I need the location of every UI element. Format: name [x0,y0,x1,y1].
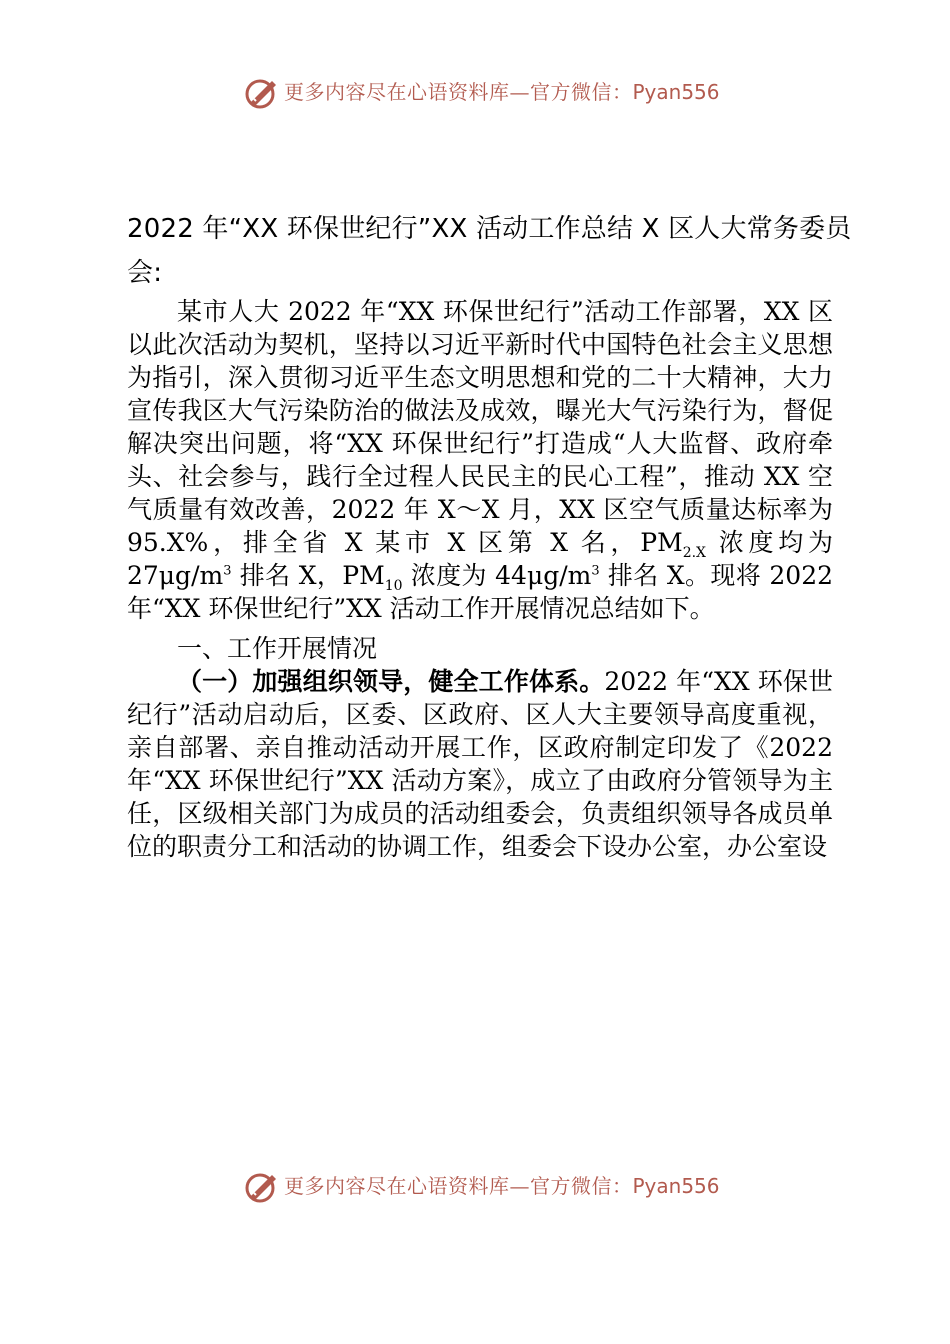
paragraph-organization: （一）加强组织领导，健全工作体系。2022 年“XX 环保世纪行”活动启动后，区委、区政府、区人大主要领导高度重视，亲自部署、亲自推动活动开展工作，区政府制定印发了《2022 年“XX 环保世纪行”XX 活动方案》，成立了由政府分管领导为主任，区级相关部门为成员的活动组委会，负责组织领导各成员单位的职责分工和活动的协调工作，组委会下设办公室，办公室设 [127,667,833,861]
paragraph-intro: 某市人大 2022 年“XX 环保世纪行”活动工作部署，XX 区以此次活动为契机，坚持以习近平新时代中国特色社会主义思想为指引，深入贯彻习近平生态文明思想和党的二十大精神，大力宣传我区大气污染防治的做法及成效，曝光大气污染行为，督促解决突出问题，将“XX 环保世纪行”打造成“人大监督、政府牵头、社会参与，践行全过程人民民主的民心工程”，推动 XX 空气质量有效改善，2022 年 X～X 月，XX 区空气质量达标率为 95.X%，排全省 X 某市 X 区第 X 名，$PM_{2.X}$ 浓度均为 $27\mu g/m^3$ 排名 X，$PM_{10}$ 浓度为 $44\mu g/m^3$ 排名 X。现将 2022 年“XX 环保世纪行”XX 活动工作开展情况总结如下。 [127,297,834,623]
section-heading: 一、工作开展情况 [177,634,378,663]
document-body [127,295,833,863]
watermark-text: 更多内容尽在心语资料库—官方微信：Pyan556 [284,1174,720,1198]
footer-watermark [0,1166,950,1206]
document-title: 2022 年“XX 环保世纪行”XX 活动工作总结 X 区人大常务委员会: [127,214,852,288]
header-watermark [0,72,950,112]
wechat-account: Pyan556 [632,1174,720,1198]
subsection-heading: （一）加强组织领导，健全工作体系。 [177,667,605,696]
watermark-text: 更多内容尽在心语资料库—官方微信：Pyan556 [284,80,720,104]
pen-logo-icon [244,75,280,111]
pen-logo-icon [244,1169,280,1205]
wechat-account: Pyan556 [632,80,720,104]
